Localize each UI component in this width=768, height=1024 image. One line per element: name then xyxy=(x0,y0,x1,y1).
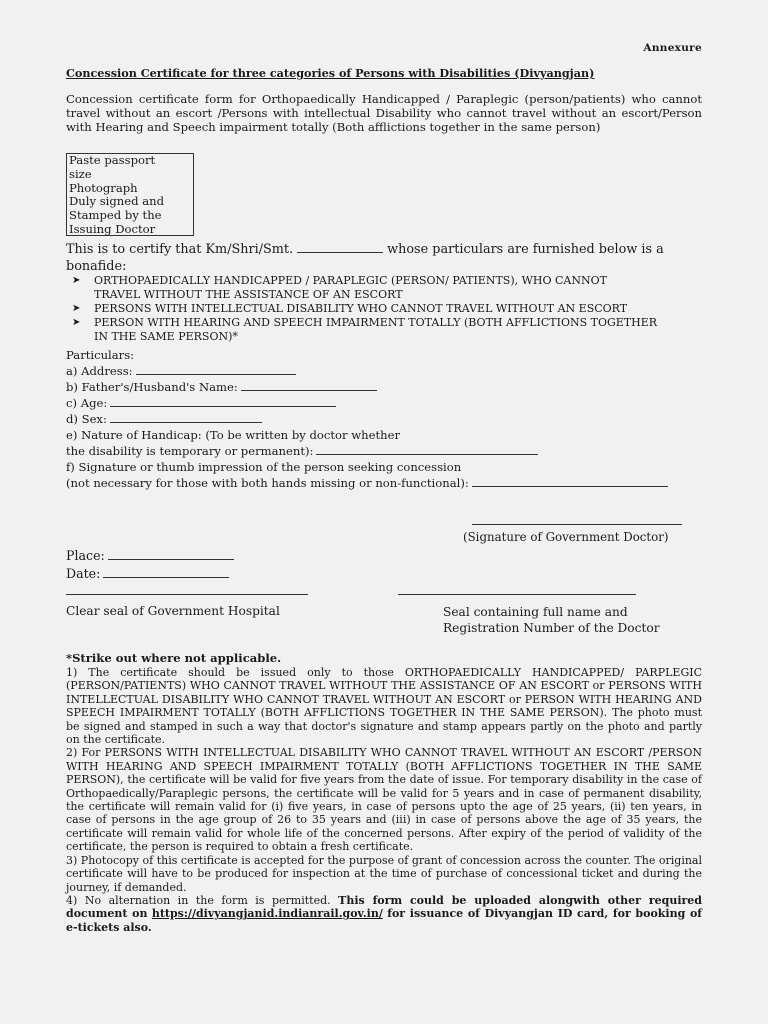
hospital-seal-caption: Clear seal of Government Hospital xyxy=(66,604,280,618)
sex-label: d) Sex: xyxy=(66,412,107,426)
certify-bonafide: bonafide: xyxy=(66,259,127,274)
signature-input-line[interactable] xyxy=(472,477,668,487)
father-name-label: b) Father's/Husband's Name: xyxy=(66,380,238,394)
address-label: a) Address: xyxy=(66,364,133,378)
father-name-input-line[interactable] xyxy=(241,381,377,391)
arrow-bullet-icon: ➤ xyxy=(72,303,81,314)
instruction-text: 4) No alternation in the form is permitted. xyxy=(66,893,331,907)
instruction-item: 1) The certificate should be issued only to those ORTHOPAEDICALLY HANDICAPPED/ PARPLEGIC (PERSON/PATIENTS) WHO CANNOT TRAVEL WITHOUT THE ASSISTANCE OF AN ESCORT or PERSONS WITH INTELLECTUAL DISABILITY WHO CANNOT TRAVEL WITHOUT AN ESCORT or PERSON WITH HEARING AND SPEECH IMPAIRMENT TOTALLY (BOTH AFFLICTIONS TOGETHER IN THE SAME PERSON). The photo must be signed and stamped in such a way that doctor's signature and stamp appears partly on the photo and partly on the certificate. xyxy=(66,666,702,747)
signature-field xyxy=(66,476,668,490)
photo-box-line: Photograph xyxy=(69,180,138,195)
photo-box-line: Stamped by the xyxy=(69,208,162,223)
category-item-orthopaedic xyxy=(72,274,704,302)
page-title: Concession Certificate for three categories of Persons with Disabilities (Divyangjan) xyxy=(66,66,595,80)
age-label: c) Age: xyxy=(66,396,108,410)
place-label: Place: xyxy=(66,548,105,563)
handicap-input-line[interactable] xyxy=(316,445,538,455)
instructions-list xyxy=(66,666,702,934)
date-input-line[interactable] xyxy=(103,568,229,578)
name-blank-line xyxy=(297,251,383,253)
father-name-field xyxy=(66,380,377,394)
handicap-field xyxy=(66,444,538,458)
photo-placeholder-box xyxy=(66,153,194,236)
divyangjan-portal-link[interactable]: https://divyangjanid.indianrail.gov.in/ xyxy=(151,907,383,921)
sex-field xyxy=(66,412,262,426)
photo-box-line: Duly signed and xyxy=(69,194,165,209)
category-item-hearing-speech xyxy=(72,316,704,344)
category-list xyxy=(72,274,704,344)
category-text-line: PERSONS WITH INTELLECTUAL DISABILITY WHO CANNOT TRAVEL WITHOUT AN ESCORT xyxy=(94,302,628,315)
particulars-heading: Particulars: xyxy=(66,348,135,362)
place-input-line[interactable] xyxy=(108,550,234,560)
arrow-bullet-icon: ➤ xyxy=(72,275,81,286)
photo-box-line: Issuing Doctor xyxy=(69,221,156,236)
doctor-signature-caption: (Signature of Government Doctor) xyxy=(463,530,669,544)
doctor-signature-line[interactable] xyxy=(472,524,682,525)
address-input-line[interactable] xyxy=(136,365,296,375)
certify-prefix: This is to certify that Km/Shri/Smt. xyxy=(66,242,294,257)
date-label: Date: xyxy=(66,566,101,581)
age-field xyxy=(66,396,336,410)
address-field xyxy=(66,364,296,378)
strike-out-note: *Strike out where not applicable. xyxy=(66,651,282,665)
sex-input-line[interactable] xyxy=(110,413,262,423)
instruction-bold-text: for issuance of Divyangjan ID card, for booking of e-tickets also. xyxy=(66,907,703,934)
certify-suffix: whose particulars are furnished below is a xyxy=(387,242,664,257)
doctor-seal-line[interactable] xyxy=(398,594,636,595)
annexure-label: Annexure xyxy=(643,42,702,54)
category-item-intellectual xyxy=(72,302,704,316)
arrow-bullet-icon: ➤ xyxy=(72,317,81,328)
doctor-seal-caption: Seal containing full name and Registration Number of the Doctor xyxy=(443,605,660,635)
signature-label: (not necessary for those with both hands missing or non-functional): xyxy=(66,476,469,490)
hospital-seal-line[interactable] xyxy=(66,594,308,595)
date-field xyxy=(66,566,229,581)
intro-paragraph: Concession certificate form for Orthopaedically Handicapped / Paraplegic (person/patients) who cannot travel without an escort /Persons with intellectual Disability who cannot travel without an escort/Person with Hearing and Speech impairment totally (Both afflictions together in the same person) xyxy=(66,92,702,134)
handicap-label: the disability is temporary or permanent): xyxy=(66,444,314,458)
category-text-line: IN THE SAME PERSON)* xyxy=(94,330,238,343)
certify-statement xyxy=(66,242,664,257)
handicap-field-label: e) Nature of Handicap: (To be written by doctor whether xyxy=(66,428,401,442)
category-text-line: ORTHOPAEDICALLY HANDICAPPED / PARAPLEGIC (PERSON/ PATIENTS), WHO CANNOT xyxy=(94,274,607,287)
category-text-line: PERSON WITH HEARING AND SPEECH IMPAIRMENT TOTALLY (BOTH AFFLICTIONS TOGETHER xyxy=(94,316,658,329)
signature-field-label: f) Signature or thumb impression of the person seeking concession xyxy=(66,460,462,474)
category-text-line: TRAVEL WITHOUT THE ASSISTANCE OF AN ESCORT xyxy=(94,288,403,301)
age-input-line[interactable] xyxy=(110,397,336,407)
photo-box-line: Paste passport xyxy=(69,153,156,167)
instruction-bold-text: This form could be uploaded alongwith other required document on xyxy=(66,893,702,921)
instruction-item: 3) Photocopy of this certificate is accepted for the purpose of grant of concession across the counter. The original certificate will have to be produced for inspection at the time of purchase of concessional ticket and during the journey, if demanded. xyxy=(66,853,702,894)
place-field xyxy=(66,548,234,563)
photo-box-line: size xyxy=(69,166,92,181)
instruction-item: 2) For PERSONS WITH INTELLECTUAL DISABILITY WHO CANNOT TRAVEL WITHOUT AN ESCORT /PERSON WITH HEARING AND SPEECH IMPAIRMENT TOTALLY (BOTH AFFLICTIONS TOGETHER IN THE SAME PERSON), the certificate will be valid for five years from the date of issue. For temporary disability in the case of Orthopaedically/Paraplegic persons, the certificate will be valid for 5 years and in case of permanent disability, the certificate will remain valid for (i) five years, in case of persons upto the age of 25 years, (ii) ten years, in case of persons in the age group of 26 to 35 years and (iii) in case of persons above the age of 35 years, the certificate will remain valid for whole life of the concerned persons. After expiry of the period of validity of the certificate, the person is required to obtain a fresh certificate. xyxy=(66,746,702,854)
instruction-item xyxy=(66,894,702,934)
